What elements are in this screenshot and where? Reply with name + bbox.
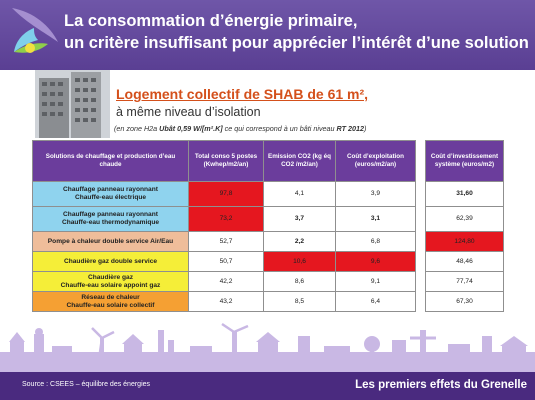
row-conso-value: 97,8 <box>189 182 264 207</box>
row-invest-value: 77,74 <box>426 272 504 292</box>
investment-row <box>426 182 504 207</box>
row-conso-value: 52,7 <box>189 232 264 252</box>
comparison-table <box>32 140 416 312</box>
note-rt: RT 2012 <box>336 124 364 133</box>
row-solution-name <box>33 182 189 207</box>
housing-title: Logement collectif de SHAB de 61 m², <box>116 86 369 102</box>
row-solution-name <box>33 292 189 312</box>
table-row <box>33 292 416 312</box>
row-cout-value: 9,1 <box>336 272 416 292</box>
investment-table <box>425 140 504 312</box>
row-solution-name <box>33 207 189 232</box>
row-solution-name <box>33 232 189 252</box>
note-prefix: (en zone H2a <box>114 124 160 133</box>
row-invest-value: 124,80 <box>426 232 504 252</box>
investment-row <box>426 292 504 312</box>
header-co2: Emission CO2 (kg éq CO2 /m2/an) <box>264 141 336 182</box>
leaf-logo-icon <box>4 2 64 68</box>
row-invest-value: 67,30 <box>426 292 504 312</box>
table-row <box>33 207 416 232</box>
header-cout: Coût d’exploitation (euros/m2/an) <box>336 141 416 182</box>
row-co2-value: 3,7 <box>264 207 336 232</box>
table-row <box>33 252 416 272</box>
row-solution-line-2: Chauffe-eau solaire collectif <box>66 301 155 309</box>
row-solution-name <box>33 252 189 272</box>
row-conso-value: 43,2 <box>189 292 264 312</box>
insulation-subtitle: à même niveau d’isolation <box>116 105 261 119</box>
row-solution-line-1: Chaudière gaz double service <box>63 257 158 265</box>
header-solutions: Solutions de chauffage et production d’eau chaude <box>33 141 189 182</box>
zone-note <box>114 124 366 133</box>
slide-title <box>64 10 529 54</box>
row-cout-value: 9,6 <box>336 252 416 272</box>
row-co2-value: 8,6 <box>264 272 336 292</box>
skyline-illustration <box>0 318 535 372</box>
row-solution-line-1: Réseau de chaleur <box>81 293 140 301</box>
row-cout-value: 3,1 <box>336 207 416 232</box>
apartment-building-photo <box>35 70 110 138</box>
row-solution-line-1: Pompe à chaleur double service Air/Eau <box>47 237 174 245</box>
row-conso-value: 42,2 <box>189 272 264 292</box>
investment-row <box>426 207 504 232</box>
row-cout-value: 6,4 <box>336 292 416 312</box>
note-mid: ce qui correspond à un bâti niveau <box>222 124 337 133</box>
header-conso: Total conso 5 postes (Kwhep/m2/an) <box>189 141 264 182</box>
investment-row <box>426 252 504 272</box>
header-invest: Coût d’investissement système (euros/m2) <box>426 141 504 182</box>
table-row <box>33 182 416 207</box>
note-suffix: ) <box>363 124 367 133</box>
note-ubat: Ubât 0,59 W/[m².K] <box>159 124 223 133</box>
row-solution-line-2: Chauffe-eau thermodynamique <box>61 219 160 226</box>
row-solution-line-2: Chauffe-eau solaire appoint gaz <box>60 281 161 289</box>
row-solution-line-1: Chauffage panneau rayonnant <box>63 186 158 193</box>
row-conso-value: 50,7 <box>189 252 264 272</box>
row-cout-value: 3,9 <box>336 182 416 207</box>
footer-tagline: Les premiers effets du Grenelle <box>355 379 527 391</box>
investment-header-row <box>426 141 504 182</box>
row-co2-value: 8,5 <box>264 292 336 312</box>
row-invest-value: 62,39 <box>426 207 504 232</box>
source-text: Source : CSEES – équilibre des énergies <box>22 381 151 388</box>
row-conso-value: 73,2 <box>189 207 264 232</box>
row-solution-line-1: Chaudière gaz <box>87 273 134 281</box>
row-co2-value: 10,6 <box>264 252 336 272</box>
table-header-row <box>33 141 416 182</box>
title-line-1: La consommation d’énergie primaire, <box>64 12 358 30</box>
row-solution-line-2: Chauffe-eau électrique <box>74 194 147 201</box>
investment-row <box>426 272 504 292</box>
title-line-2: un critère insuffisant pour apprécier l’intérêt d’une solution <box>64 34 529 52</box>
investment-row <box>426 232 504 252</box>
row-cout-value: 6,8 <box>336 232 416 252</box>
row-invest-value: 31,60 <box>426 182 504 207</box>
row-invest-value: 48,46 <box>426 252 504 272</box>
table-row <box>33 232 416 252</box>
row-co2-value: 4,1 <box>264 182 336 207</box>
table-row <box>33 272 416 292</box>
row-co2-value: 2,2 <box>264 232 336 252</box>
row-solution-name <box>33 272 189 292</box>
row-solution-line-1: Chauffage panneau rayonnant <box>63 211 158 218</box>
